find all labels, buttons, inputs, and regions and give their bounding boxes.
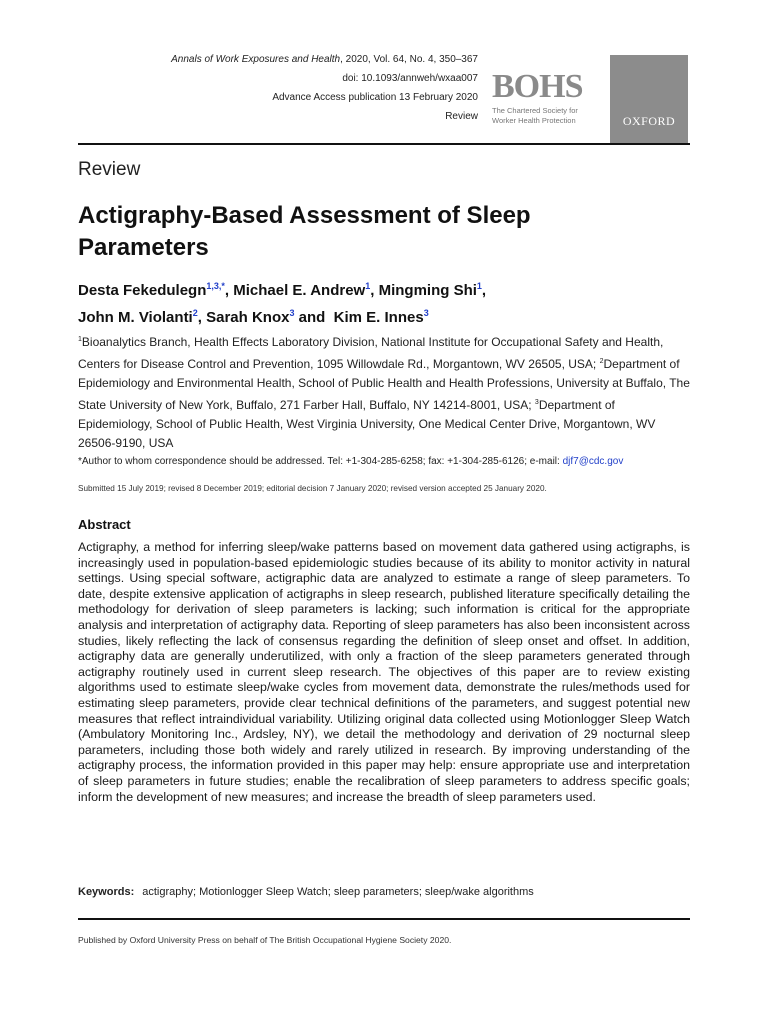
abstract-heading: Abstract [78, 517, 131, 532]
affiliation-1: Bioanalytics Branch, Health Effects Laboratory Division, National Institute for Occupational Safety and Health, Centers for Disease Control and Prevention, 1095 Willowdale Rd., Morgantown, WV 26505, USA; [78, 335, 664, 371]
journal-name: Annals of Work Exposures and Health [171, 54, 341, 65]
author-affiliation-marker[interactable]: 1,3,* [206, 281, 225, 291]
keywords-list: actigraphy; Motionlogger Sleep Watch; sleep parameters; sleep/wake algorithms [142, 886, 534, 898]
author-name[interactable]: Desta Fekedulegn [78, 282, 207, 299]
author-affiliation-marker[interactable]: 1 [365, 281, 371, 291]
bohs-logo-tagline: The Chartered Society for Worker Health Protection [492, 106, 578, 125]
author-name[interactable]: John M. Violanti [78, 309, 193, 326]
footer-rule [78, 918, 690, 920]
submission-dates: Submitted 15 July 2019; revised 8 December 2019; editorial decision 7 January 2020; revised version accepted 25 January 2020. [78, 484, 547, 493]
oxford-logo [610, 55, 688, 143]
advance-access-date: Advance Access publication 13 February 2020 [272, 92, 478, 103]
abstract-body: Actigraphy, a method for inferring sleep/wake patterns based on movement data gathered using actigraphs, is increasingly used in population-based epidemiologic studies because of its ability to monitor activity in natural settings. Using special software, actigraphic data are analyzed to estimate a range of sleep parameters. To date, despite extensive application of actigraphs in sleep research, published literature specifically detailing the methodology for derivation of sleep parameters is lacking; such information is critical for the appropriate analysis and interpretation of actigraphy data. Reporting of sleep parameters has also been inconsistent across studies, likely reflecting the lack of consensus regarding the definition of sleep onset and offset. In addition, actigraphy data are generally underutilized, with only a fraction of the sleep parameters generated through actigraphy routinely used in current sleep research. The objectives of this paper are to review existing algorithms used to estimate sleep/wake cycles from movement data, demonstrate the rules/methods used for estimating sleep parameters, provide clear technical definitions of the parameters, and suggest potential new measures that reflect intraindividual variability. Utilizing original data collected using Motionlogger Sleep Watch (Ambulatory Monitoring Inc., Ardsley, NY), we detail the methodology and derivation of 29 nocturnal sleep parameters, including those both widely and rarely utilized in research. By improving understanding of the actigraphy process, the information provided in this paper may help: ensure appropriate use and interpretation of sleep parameters in future studies; enable the recalibration of sleep parameters to address specific goals; inform the development of new measures; and increase the breadth of sleep parameters used. [78, 540, 690, 804]
publisher-footer: Published by Oxford University Press on behalf of The British Occupational Hygiene Society 2020. [78, 935, 452, 945]
doi[interactable]: doi: 10.1093/annweh/wxaa007 [342, 73, 478, 84]
article-title: Actigraphy-Based Assessment of Sleep Parameters [78, 202, 531, 261]
oxford-logo-text: OXFORD [622, 114, 676, 128]
keywords [78, 886, 690, 898]
author-name[interactable]: Mingming Shi [378, 282, 477, 299]
bohs-logo [492, 70, 597, 125]
affiliations: $^1$Bioanalytics Branch, Health Effects Laboratory Division, National Institute for Occupational Safety and Health, Centers for Disease Control and Prevention, 1095 Willowdale Rd., Morgantown, WV 26505, USA; $^2$Department of Epidemiology and Environmental Health, School of Public Health and Health Professions, University at Buffalo, The State University of New York, Buffalo, 271 Farber Hall, Buffalo, NY 14214-8001, USA; $^3$Department of Epidemiology, School of Public Health, West Virginia University, One Medical Center Drive, Morgantown, WV 26506-9190, USA [78, 335, 690, 450]
section-label: Review [78, 159, 141, 180]
author-name[interactable]: Kim E. Innes [333, 309, 424, 326]
correspondence-email-link[interactable]: djf7@cdc.gov [562, 456, 624, 467]
bohs-logo-letters: BOHS [492, 68, 583, 105]
correspondence-note: *Author to whom correspondence should be addressed. Tel: +1-304-285-6258; fax: +1-304-285-6126; e-mail: djf7@cdc.gov [78, 456, 624, 467]
author-affiliation-marker[interactable]: 3 [289, 308, 295, 318]
affiliation-2: Department of Epidemiology and Environmental Health, School of Public Health and Health Professions, University at Buffalo, The State University of New York, Buffalo, 271 Farber Hall, Buffalo, NY 14214-8001, USA; [78, 357, 690, 412]
journal-masthead [171, 50, 478, 126]
article-type: Review [445, 111, 478, 122]
header-rule [78, 143, 690, 145]
journal-citation: Annals of Work Exposures and Health, 2020, Vol. 64, No. 4, 350–367 [171, 54, 478, 65]
affiliation-3: Department of Epidemiology, School of Public Health, West Virginia University, One Medical Center Drive, Morgantown, WV 26506-9190, USA [78, 398, 656, 450]
author-name[interactable]: Sarah Knox [206, 309, 290, 326]
author-name[interactable]: Michael E. Andrew [233, 282, 366, 299]
author-affiliation-marker[interactable]: 3 [423, 308, 429, 318]
author-list: Desta Fekedulegn$^{1,3,*}$, Michael E. Andrew$^1$, Mingming Shi$^1$, John M. Violanti$^2$, Sarah Knox$^3$ and Kim E. Innes$^3$ [78, 281, 487, 326]
keywords-label: Keywords: [78, 886, 135, 898]
author-affiliation-marker[interactable]: 2 [192, 308, 198, 318]
author-affiliation-marker[interactable]: 1 [476, 281, 482, 291]
